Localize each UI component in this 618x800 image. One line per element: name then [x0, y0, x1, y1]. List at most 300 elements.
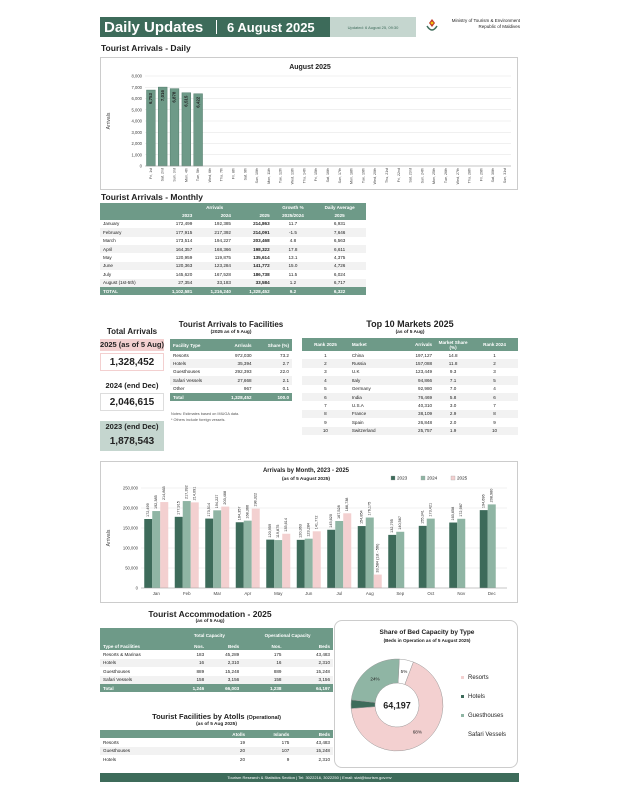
x-tick-label: Jan — [152, 591, 160, 596]
x-tick-label: Feb — [182, 591, 191, 596]
markets-cell: 1.9 — [435, 427, 471, 435]
y-tick-label: 3,000 — [131, 129, 142, 135]
bar — [160, 502, 168, 588]
x-tick-label: Sat, 2nd — [160, 168, 165, 182]
monthly-cell: 172,499 — [175, 221, 193, 227]
y-tick-label: 250,000 — [122, 485, 138, 491]
x-tick-label: Thu, 28th — [467, 168, 472, 184]
table-row — [100, 270, 366, 278]
atolls-cell: 175 — [281, 740, 290, 746]
x-tick-label: Sat, 16th — [325, 168, 330, 183]
x-tick-label: Wed, 6th — [207, 168, 212, 183]
x-tick-label: Sun, 17th — [337, 168, 342, 184]
data-label: 135,614 — [284, 518, 289, 532]
table-row — [302, 359, 518, 367]
y-axis-label: Arrivals — [106, 529, 112, 547]
markets-cell: 7.0 — [449, 386, 457, 392]
markets-table — [302, 338, 518, 435]
bar — [305, 539, 313, 588]
accommodation-cell: 175 — [273, 652, 282, 658]
bar — [236, 522, 244, 588]
monthly-head-arrivals: Arrivals — [206, 204, 224, 210]
data-label: 194,227 — [215, 494, 220, 509]
accommodation-cell: 158 — [242, 676, 284, 684]
atolls-head-islands: Islands — [273, 731, 290, 737]
monthly-cell: May — [103, 255, 112, 261]
table-row — [302, 401, 518, 409]
monthly-head-growth-years: 2025/2024 — [282, 213, 304, 219]
legend-label: Resorts — [468, 675, 489, 681]
atolls-table — [100, 730, 333, 764]
monthly-cell: 6,717 — [313, 279, 366, 287]
x-tick-label: Wed, 13th — [290, 168, 295, 185]
facilities-head-type: Facility Type — [173, 342, 201, 348]
x-tick-label: Jun — [305, 591, 313, 596]
monthly-cell: 4.8 — [289, 238, 297, 244]
x-tick-label: Mar — [213, 591, 222, 596]
markets-cell: 11.8 — [435, 359, 471, 367]
table-row — [100, 220, 366, 228]
data-label: 164,357 — [237, 506, 242, 521]
markets-cell: 7 — [493, 403, 496, 409]
accommodation-cell: 183 — [196, 652, 205, 658]
facilities-cell: 35,394 — [218, 359, 254, 367]
facilities-cell: Safari Vessels — [170, 376, 218, 384]
accommodation-cell: Resorts & Marinas — [103, 652, 141, 658]
y-tick-label: 2,000 — [131, 141, 142, 146]
monthly-cell: 145,620 — [175, 271, 193, 277]
y-tick-label: 6,000 — [131, 96, 142, 101]
atolls-title-main: Tourist Facilities by Atolls — [152, 712, 245, 721]
acc-head-total: Total Capacity — [193, 632, 225, 638]
markets-cell: 1 — [493, 352, 496, 358]
monthly-cell: 173,514 — [175, 238, 193, 244]
bar — [388, 535, 396, 588]
monthly-cell: 192,385 — [214, 221, 231, 227]
legend-label: 2025 — [457, 475, 468, 481]
x-tick-label: Fri, 1st — [148, 168, 153, 179]
chart-title: Share of Bed Capacity by Type — [379, 629, 475, 636]
x-tick-label: Sat, 30th — [491, 168, 496, 183]
data-label: 203,468 — [223, 490, 228, 505]
atolls-head-atolls: Atolls — [232, 731, 246, 737]
markets-cell: 3 — [493, 369, 496, 375]
table-row — [170, 368, 292, 376]
bar — [274, 540, 282, 588]
monthly-total-cell: 1,216,240 — [210, 288, 231, 294]
facilities-cell: 972,030 — [234, 352, 252, 358]
markets-cell: 40,310 — [418, 403, 433, 409]
legend-swatch — [461, 676, 464, 679]
table-row — [100, 755, 333, 763]
legend-swatch — [421, 476, 425, 480]
y-tick-label: 150,000 — [122, 525, 138, 531]
data-label: 132,795 — [390, 519, 395, 533]
y-tick-label: 7,000 — [131, 84, 142, 90]
monthly-cell: 13.1 — [288, 255, 298, 261]
bar — [221, 507, 229, 588]
x-tick-label: May — [274, 591, 283, 596]
table-row — [100, 262, 366, 270]
x-tick-label: Tue, 26th — [444, 168, 449, 184]
table-row — [302, 427, 518, 435]
markets-cell: 10 — [302, 427, 349, 435]
data-label: 214,091 — [192, 486, 197, 501]
monthly-cell: April — [100, 245, 157, 253]
data-label: 119,875 — [276, 524, 281, 539]
x-tick-label: Dec — [487, 591, 496, 596]
pie-chart-frame — [334, 620, 518, 768]
accommodation-cell: 3,156 — [284, 676, 333, 684]
bar — [175, 517, 183, 588]
monthly-cell: 198,322 — [234, 245, 273, 253]
table-row — [170, 359, 292, 367]
markets-cell: India — [349, 393, 398, 401]
x-tick-label: Aug — [365, 591, 374, 596]
bar — [480, 510, 488, 588]
x-tick-label: Thu, 14th — [302, 168, 307, 184]
monthly-head-daily-year: 2025 — [334, 213, 345, 219]
bar — [144, 519, 152, 588]
x-tick-label: Thu, 7th — [219, 168, 224, 182]
monthly-cell: 6,611 — [313, 245, 366, 253]
x-tick-label: Tue, 5th — [196, 168, 201, 182]
markets-cell: 14.8 — [448, 352, 458, 358]
x-tick-label: Fri, 29th — [479, 168, 484, 182]
x-tick-label: Sat, 9th — [243, 168, 248, 181]
monthly-cell: -1.5 — [273, 228, 314, 236]
monthly-cell: March — [103, 238, 116, 244]
facilities-total-cell: 1,328,452 — [231, 394, 252, 400]
x-tick-label: Jul — [336, 591, 343, 596]
markets-cell: 3.0 — [449, 403, 457, 409]
table-row — [302, 418, 518, 426]
monthly-cell: 120,363 — [157, 262, 196, 270]
daily-section-title: Tourist Arrivals - Daily — [101, 43, 191, 53]
atolls-subtitle: (as of 5 Aug 2025) — [196, 722, 237, 727]
accommodation-cell: 15,248 — [225, 668, 240, 674]
monthly-total-cell: 9.2 — [289, 288, 297, 294]
legend-label: Safari Vessels — [468, 732, 507, 738]
monthly-cell: 194,227 — [214, 238, 231, 244]
x-tick-label: Mon, 11th — [266, 168, 271, 184]
bed-share-chart — [335, 621, 519, 769]
markets-cell: China — [351, 352, 364, 358]
table-row — [100, 667, 333, 675]
facilities-cell: Other — [173, 386, 185, 392]
center-total: 64,197 — [383, 700, 411, 711]
x-tick-label: Sep — [396, 591, 405, 596]
y-tick-label: 4,000 — [131, 118, 142, 124]
data-label: 172,499 — [146, 503, 151, 518]
accommodation-total-cell: 64,197 — [315, 685, 330, 691]
x-tick-label: Mon, 25th — [432, 168, 437, 184]
bar — [358, 526, 366, 588]
monthly-cell: January — [103, 221, 120, 227]
markets-cell: 7 — [324, 403, 327, 409]
markets-cell: 38,109 — [397, 410, 435, 418]
updated-label: Updated: 6 August 25, 09:30 — [330, 17, 416, 37]
table-row — [100, 279, 366, 287]
atolls-cell: 9 — [286, 756, 290, 762]
daily-chart-frame — [100, 57, 518, 190]
monthly-cell: 168,366 — [195, 245, 234, 253]
markets-title: Top 10 Markets 2025 — [366, 319, 454, 329]
atolls-cell: Resorts — [103, 740, 119, 746]
legend-swatch — [461, 714, 464, 717]
y-tick-label: 5,000 — [131, 107, 142, 113]
monthly-cell: 167,528 — [214, 271, 231, 277]
markets-cell: Spain — [351, 419, 364, 425]
x-tick-label: Sun, 10th — [255, 168, 260, 184]
facilities-cell: 73.2 — [280, 352, 289, 358]
x-tick-label: Fri, 15th — [314, 168, 319, 182]
monthly-cell: 141,772 — [234, 262, 273, 270]
accommodation-cell: 16 — [177, 659, 208, 667]
monthly-cell: 17.8 — [273, 245, 314, 253]
monthly-section-title: Tourist Arrivals - Monthly — [101, 192, 204, 202]
bar — [205, 519, 213, 588]
facilities-table — [170, 339, 292, 401]
facilities-title: Tourist Arrivals to Facilities — [178, 320, 284, 329]
monthly-cell: 186,738 — [253, 271, 270, 277]
y-axis-label: Arrivals — [106, 112, 112, 130]
atolls-head-blank — [100, 730, 210, 738]
y-tick-label: 200,000 — [122, 505, 138, 511]
data-label: 168,366 — [245, 504, 250, 519]
markets-cell: 92,980 — [418, 386, 433, 392]
x-tick-label: Tue, 12th — [278, 168, 283, 184]
data-label: 214,863 — [162, 486, 167, 501]
header-date: 6 August 2025 — [227, 19, 315, 35]
monthly-cell: 33,183 — [195, 279, 234, 287]
data-label: 167,528 — [337, 505, 342, 519]
markets-cell: 2.0 — [449, 419, 457, 425]
acc-head-beds-oper: Beds — [318, 643, 330, 649]
page-title: Daily Updates — [104, 18, 204, 36]
data-label: 7,016 — [159, 90, 165, 102]
markets-cell: Italy — [349, 376, 398, 384]
markets-cell: 26,848 — [418, 419, 433, 425]
accommodation-cell: 15,248 — [315, 668, 330, 674]
markets-cell: 6 — [302, 393, 349, 401]
facilities-total-cell: 100.0 — [277, 394, 289, 400]
bar — [327, 530, 335, 588]
bar — [191, 502, 199, 588]
chart-title: August 2025 — [289, 64, 331, 71]
accommodation-cell: 158 — [177, 676, 208, 684]
bar — [266, 540, 274, 588]
markets-cell: 1 — [324, 352, 327, 358]
accommodation-title: Tourist Accommodation - 2025 — [148, 609, 272, 619]
markets-cell: 8 — [302, 410, 349, 418]
facilities-note-2: * Others include foreign vessels. — [171, 418, 226, 422]
acc-head-oper: Operational Capacity — [264, 632, 311, 638]
data-label: 176,175 — [367, 501, 372, 516]
x-tick-label: Sun, 24th — [420, 168, 425, 184]
data-label: 33,584 (1st - 5th) — [375, 543, 380, 573]
table-row — [302, 351, 518, 359]
bar — [297, 540, 305, 588]
markets-cell: 76,469 — [397, 393, 435, 401]
data-label: 6,878 — [171, 91, 177, 103]
accommodation-total-cell: 66,003 — [225, 685, 240, 691]
x-tick-label: Sun, 31st — [503, 168, 508, 184]
table-row — [100, 228, 366, 236]
x-tick-label: Thu, 21st — [384, 168, 389, 183]
monthly-cell: July — [103, 271, 112, 277]
markets-cell: 5 — [471, 376, 518, 384]
monthly-table — [100, 203, 366, 295]
table-row — [302, 393, 518, 401]
data-label: 6,422 — [195, 96, 201, 108]
markets-head-market: Market — [351, 342, 367, 347]
data-label: 141,772 — [314, 515, 319, 530]
bar — [252, 509, 260, 588]
legend-swatch — [461, 695, 464, 698]
bar — [488, 504, 496, 588]
bar — [183, 501, 191, 588]
x-tick-label: Wed, 27th — [455, 168, 460, 185]
monthly-cell: 15.0 — [273, 262, 314, 270]
accommodation-cell: 889 — [196, 668, 205, 674]
title-divider — [216, 20, 217, 34]
markets-cell: 123,449 — [415, 369, 433, 375]
data-label: 192,385 — [154, 495, 159, 510]
monthly-cell: August (1st-5th) — [100, 279, 157, 287]
markets-cell: 25,757 — [397, 427, 435, 435]
x-tick-label: Tue, 19th — [361, 168, 366, 184]
legend-label: 2023 — [397, 475, 408, 481]
data-label: 120,363 — [298, 524, 303, 538]
facilities-cell: 2.7 — [255, 359, 292, 367]
bar — [282, 534, 290, 588]
data-label: 173,421 — [428, 502, 433, 517]
markets-cell: U.S.A — [351, 403, 364, 409]
legend-label: Guesthouses — [468, 713, 504, 719]
bar — [152, 511, 160, 588]
chart-title: Arrivals by Month, 2023 - 2025 — [262, 468, 350, 474]
acc-head-nos-oper: Nos. — [271, 643, 282, 649]
y-tick-label: 100,000 — [122, 545, 138, 551]
monthly-total-cell: TOTAL — [103, 288, 118, 294]
markets-cell: 4 — [493, 386, 496, 392]
data-label: 177,915 — [176, 501, 181, 515]
facilities-head-share: Share (%) — [267, 342, 289, 348]
y-tick-label: 0 — [139, 163, 142, 169]
monthly-year-2023: 2023 — [182, 213, 193, 219]
x-tick-label: Mon, 18th — [349, 168, 354, 184]
total-2023-label: 2023 (end Dec) — [100, 421, 164, 433]
monthly-cell: 11.5 — [288, 271, 298, 277]
table-row — [170, 385, 292, 393]
x-tick-label: Mon, 4th — [184, 168, 189, 182]
accommodation-cell: 2,310 — [207, 659, 242, 667]
accommodation-total-cell: Total — [103, 685, 114, 691]
markets-cell: 9.3 — [449, 369, 457, 375]
table-row — [170, 351, 292, 359]
accommodation-cell: 3,156 — [207, 676, 242, 684]
y-tick-label: 0 — [135, 585, 138, 591]
data-label: 173,514 — [207, 502, 212, 517]
bar — [313, 531, 321, 588]
markets-cell: U.K — [351, 369, 360, 375]
markets-cell: 5 — [324, 386, 327, 392]
accommodation-cell: 2,310 — [284, 659, 333, 667]
legend-label: 2024 — [427, 475, 438, 481]
markets-cell: 157,088 — [397, 359, 435, 367]
atolls-head-beds: Beds — [318, 731, 330, 737]
facilities-cell: 2.1 — [255, 376, 292, 384]
markets-cell: 4 — [302, 376, 349, 384]
data-label: 208,980 — [489, 488, 494, 503]
data-label: 6,753 — [148, 93, 154, 105]
bar — [374, 575, 382, 588]
data-label: 154,854 — [359, 510, 364, 525]
monthly-cell: 119,875 — [214, 255, 231, 261]
monthly-head-blank — [100, 203, 157, 211]
table-row — [302, 385, 518, 393]
y-tick-label: 1,000 — [131, 152, 142, 158]
markets-cell: 2 — [302, 359, 349, 367]
legend-swatch — [451, 476, 455, 480]
monthly-cell: 11.7 — [288, 221, 298, 227]
data-label: 6,515 — [183, 95, 189, 107]
table-row — [100, 650, 333, 658]
markets-subtitle: (as of 5 Aug) — [395, 330, 425, 335]
monthly-cell: 135,614 — [253, 255, 270, 261]
slice-label: 24% — [370, 676, 380, 682]
atolls-cell: 20 — [239, 756, 246, 762]
monthly-cell: 6,024 — [333, 271, 346, 277]
markets-cell: 5.8 — [435, 393, 471, 401]
y-tick-label: 50,000 — [125, 565, 138, 571]
markets-cell: Germany — [351, 386, 371, 392]
accommodation-subtitle: (as of 5 Aug) — [195, 619, 225, 624]
table-row — [302, 410, 518, 418]
facilities-subtitle: (2025 as of 5 Aug) — [210, 330, 252, 335]
acc-head-beds-total: Beds — [227, 643, 240, 649]
accommodation-cell: 43,483 — [315, 652, 330, 658]
markets-cell: 7.1 — [435, 376, 471, 384]
markets-cell: 2 — [471, 359, 518, 367]
data-label: 155,341 — [420, 510, 425, 524]
monthly-cell: 120,959 — [175, 255, 193, 261]
chart-subtitle: (as of 5 August 2025) — [281, 477, 331, 482]
bar — [449, 523, 457, 588]
accommodation-cell: Hotels — [100, 659, 177, 667]
monthly-total-cell: 1,102,581 — [171, 288, 193, 294]
monthly-cell: 33,584 — [234, 279, 273, 287]
accommodation-cell: Safari Vessels — [100, 676, 177, 684]
facilities-cell: Hotels — [170, 359, 218, 367]
total-2025-label: 2025 (as of 5 Aug) — [100, 340, 164, 349]
facilities-head-arrivals: Arrivals — [234, 342, 252, 348]
monthly-cell: 27,354 — [157, 279, 196, 287]
markets-cell: 8 — [471, 410, 518, 418]
monthly-cell: 6,931 — [333, 221, 346, 227]
x-tick-label: Sat, 23rd — [408, 168, 413, 183]
monthly-year-2025: 2025 — [259, 213, 270, 219]
accommodation-cell: 889 — [273, 668, 282, 674]
markets-head-share: Market Share (%) — [438, 339, 468, 350]
total-2025-value: 1,328,452 — [100, 353, 164, 371]
atolls-cell: 107 — [248, 747, 292, 755]
chart-subtitle: (Beds in Operation as of 5 August 2025) — [383, 638, 471, 643]
accommodation-cell: 45,289 — [225, 652, 240, 658]
markets-cell: 197,127 — [415, 352, 433, 358]
markets-cell: 10 — [471, 427, 518, 435]
